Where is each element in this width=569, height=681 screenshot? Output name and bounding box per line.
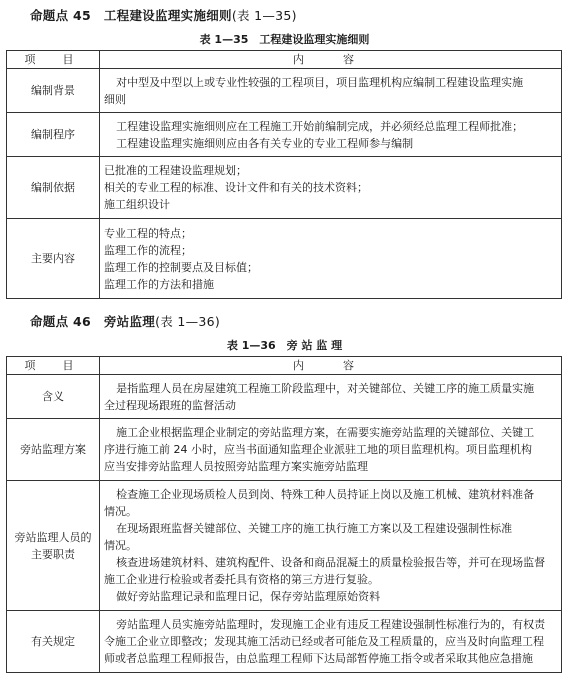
row-label: 有关规定 [7, 611, 100, 673]
content-line: 对中型及中型以上或专业性较强的工程项目，项目监理机构应编制工程建设监理实施 [116, 75, 524, 89]
content-line: 做好旁站监理记录和监理日记，保存旁站监理原始资料 [116, 590, 381, 603]
table-header-row [7, 357, 562, 375]
content-line: 监理工作的方法和措施 [104, 277, 214, 291]
row-content [100, 157, 562, 219]
table-row [7, 113, 562, 157]
table-1-35 [6, 50, 562, 299]
content-line: 是指监理人员在房屋建筑工程施工阶段监理中，对关键部位、关键工序的施工质量实施 [116, 381, 535, 395]
content-line: 师或者总监理工程师报告，由总监理工程师下达局部暂停施工指令或者采取其他应急措施 [104, 652, 533, 665]
row-content [100, 219, 562, 299]
content-line: 工程建设监理实施细则应由各有关专业的专业工程师参与编制 [116, 136, 414, 150]
content-line: 情况。 [104, 505, 137, 518]
content-line: 旁站监理人员实施旁站监理时，发现施工企业有违反工程建设强制性标准行为的，有权责 [116, 618, 546, 631]
header-item: 项 目 [7, 51, 100, 69]
row-content [100, 113, 562, 157]
row-label: 主要内容 [7, 219, 100, 299]
row-content [100, 419, 562, 481]
content-line: 已批准的工程建设监理规划； [104, 164, 247, 177]
section-title-text: 命题点 45 工程建设监理实施细则 [30, 8, 232, 23]
header-content: 内 容 [100, 357, 562, 375]
table-1-36 [6, 356, 562, 673]
row-content [100, 481, 562, 611]
table-header-row [7, 51, 562, 69]
section-title-46 [30, 312, 220, 330]
section-title-ref: (表 1—35) [231, 8, 297, 23]
content-line: 核查进场建筑材料、建筑构配件、设备和商品混凝土的质量检验报告等，并可在现场监督 [116, 556, 546, 569]
content-line: 情况。 [104, 539, 137, 552]
row-content [100, 69, 562, 113]
content-line: 细则 [104, 92, 126, 106]
content-line: 监理工作的流程； [104, 243, 192, 257]
row-label: 旁站监理方案 [7, 419, 100, 481]
table-row [7, 419, 562, 481]
content-line: 相关的专业工程的标准、设计文件和有关的技术资料； [104, 181, 368, 194]
row-content [100, 611, 562, 673]
content-line: 施工组织设计 [104, 198, 170, 211]
table-row [7, 611, 562, 673]
content-line: 在现场跟班监督关键部位、关键工序的施工执行施工方案以及工程建设强制性标准 [116, 522, 513, 535]
row-label: 编制依据 [7, 157, 100, 219]
row-label: 编制程序 [7, 113, 100, 157]
content-line: 施工企业进行检验或者委托具有资格的第三方进行复验。 [104, 573, 379, 586]
content-line: 应当安排旁站监理人员按照旁站监理方案实施旁站监理 [104, 460, 368, 473]
content-line: 施工企业根据监理企业制定的旁站监理方案，在需要实施旁站监理的关键部位、关键工 [116, 426, 535, 439]
content-line: 工程建设监理实施细则应在工程施工开始前编制完成，并必须经总监理工程师批准； [116, 119, 524, 133]
content-line: 监理工作的控制要点及目标值； [104, 260, 258, 274]
header-content: 内 容 [100, 51, 562, 69]
section-title-ref: (表 1—36) [155, 314, 221, 329]
content-line: 令施工企业立即整改；发现其施工活动已经或者可能危及工程质量的，应当及时向监理工程 [104, 635, 544, 648]
section-title-45 [30, 6, 297, 24]
table-caption-1-35: 表 1—35 工程建设监理实施细则 [199, 33, 370, 46]
table-row [7, 481, 562, 611]
table-caption-1-36: 表 1—36 旁 站 监 理 [226, 339, 343, 352]
table-row [7, 219, 562, 299]
row-label: 旁站监理人员的主要职责 [7, 481, 100, 611]
section-title-text: 命题点 46 旁站监理 [30, 314, 156, 329]
table-row [7, 157, 562, 219]
table-row [7, 69, 562, 113]
content-line: 检查施工企业现场质检人员到岗、特殊工种人员持证上岗以及施工机械、建筑材料准备 [116, 488, 535, 501]
row-label: 含义 [7, 375, 100, 419]
content-line: 专业工程的特点； [104, 226, 192, 240]
header-item: 项 目 [7, 357, 100, 375]
content-line: 序进行施工前 24 小时，应当书面通知监理企业派驻工地的项目监理机构。项目监理机构 [104, 443, 532, 456]
row-content [100, 375, 562, 419]
content-line: 全过程现场跟班的监督活动 [104, 398, 236, 412]
table-row [7, 375, 562, 419]
row-label: 编制背景 [7, 69, 100, 113]
